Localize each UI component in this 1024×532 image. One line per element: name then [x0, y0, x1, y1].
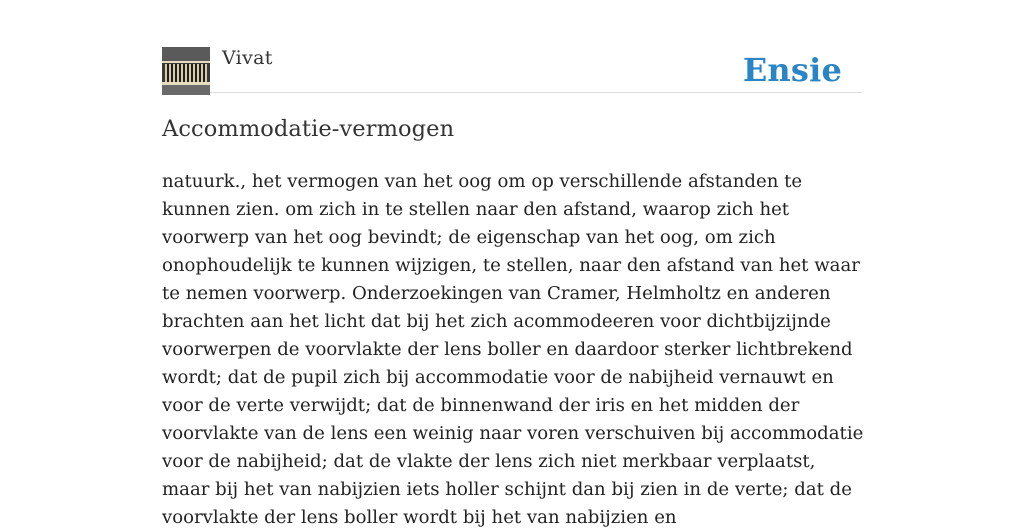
- article-body: natuurk., het vermogen van het oog om op verschillende afstanden te kunnen zien. om zich in te stellen naar den afstand, waarop zich het voorwerp van het oog bevindt; de eigenschap van het oog, om zich onophoudelijk te kunnen wijzigen, te stellen, naar den afstand van het waar te nemen voorwerp. Onderzoekingen van Cramer, Helmholtz en anderen brachten aan het licht dat bij het zich acommodeeren voor dichtbijzijnde voorwerpen de voorvlakte der lens boller en daardoor sterker lichtbrekend wordt; dat de pupil zich bij accommodatie voor de nabijheid vernauwt en voor de verte verwijdt; dat de binnenwand der iris en het midden der voorvlakte van de lens een weinig naar voren verschuiven bij accommodatie voor de nabijheid; dat de vlakte der lens zich niet merkbaar verplaatst, maar bij het van nabijzien iets holler schijnt dan bij zien in de verte; dat de voorvlakte der lens boller wordt bij het van nabijzien en: [162, 171, 864, 528]
- site-header: [162, 46, 862, 93]
- brand-logo[interactable]: Ensie: [742, 51, 842, 89]
- page-title: Accommodatie-vermogen: [162, 116, 455, 142]
- source-name[interactable]: Vivat: [222, 47, 273, 69]
- bookshelf-avatar-icon[interactable]: [162, 47, 210, 95]
- bookshelf-image: [162, 47, 210, 95]
